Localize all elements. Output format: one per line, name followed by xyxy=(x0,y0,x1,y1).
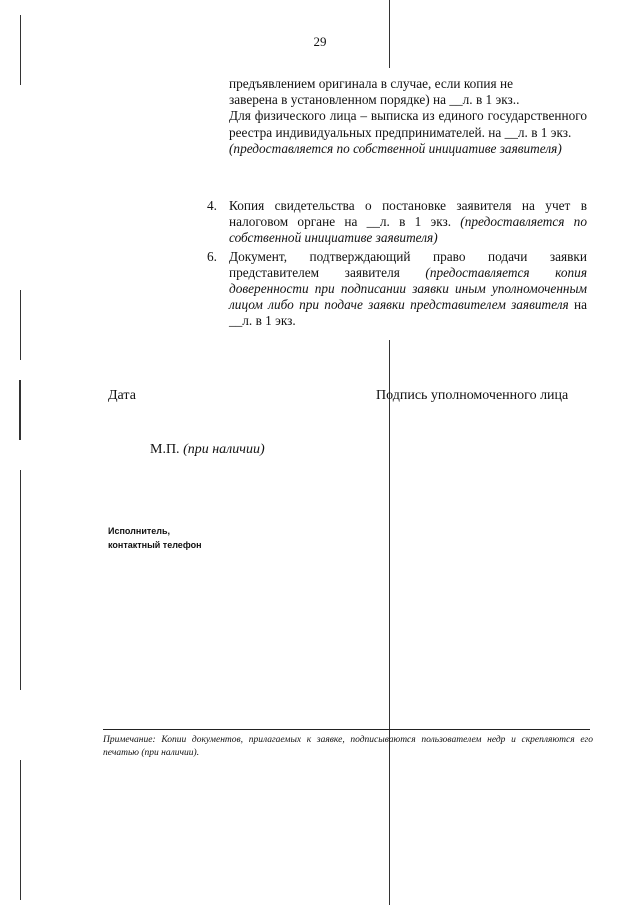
documents-list xyxy=(207,198,588,330)
scan-left-edge-mark xyxy=(19,380,21,440)
initiative-note: (предоставляется по собственной инициативе заявителя) xyxy=(229,140,562,156)
date-label: Дата xyxy=(108,388,136,403)
scan-left-edge-mark xyxy=(20,15,21,85)
list-item-text: Документ, подтверждающий право подачи заявки представителем заявителя xyxy=(229,248,587,280)
list-item-text: Копия свидетельства о постановке заявителя на учет в налоговом органе на __л. в 1 экз. xyxy=(229,198,587,230)
page-number: 29 xyxy=(313,34,327,49)
stamp-prefix: М.П. xyxy=(150,442,184,457)
stamp-placeholder xyxy=(150,442,265,458)
continued-line-2: заверена в установленном порядке) на __л. в 1 экз.. xyxy=(229,92,520,108)
executor-block xyxy=(108,524,202,552)
stamp-italic: (при наличии) xyxy=(183,442,265,457)
list-item-italic: (предоставляется копия доверенности при подписании заявки иным уполномоченным лицом либо при подаче заявки представителем заявителя xyxy=(229,264,588,313)
list-item-number: 6. xyxy=(207,248,217,264)
individual-entrepreneur-paragraph: Для физического лица – выписка из единого государственного реестра индивидуальных предпринимателей. на __л. в 1 экз. xyxy=(229,108,587,140)
list-item-italic: (предоставляется по собственной инициативе заявителя) xyxy=(229,214,587,246)
continued-paragraph xyxy=(229,76,587,157)
list-item xyxy=(207,248,588,330)
scan-left-edge-mark xyxy=(20,290,21,360)
list-item-number: 4. xyxy=(207,198,217,213)
list-item xyxy=(207,198,587,247)
executor-phone-label: контактный телефон xyxy=(108,540,202,550)
list-item-tail: на __л. в 1 экз. xyxy=(229,297,587,329)
signature-label: Подпись уполномоченного лица xyxy=(376,388,569,403)
footnote: Примечание: Копии документов, прилагаемых к заявке, подписываются пользователем недр и скрепляются его печатью (при наличии). xyxy=(103,735,593,758)
scan-left-edge-mark xyxy=(20,760,21,900)
continued-line-1: предъявлением оригинала в случае, если копия не xyxy=(229,76,513,91)
executor-label: Исполнитель, xyxy=(108,526,171,536)
scan-left-edge-mark xyxy=(20,470,21,690)
footnote-divider xyxy=(103,729,590,730)
scan-fold-line xyxy=(389,340,390,905)
